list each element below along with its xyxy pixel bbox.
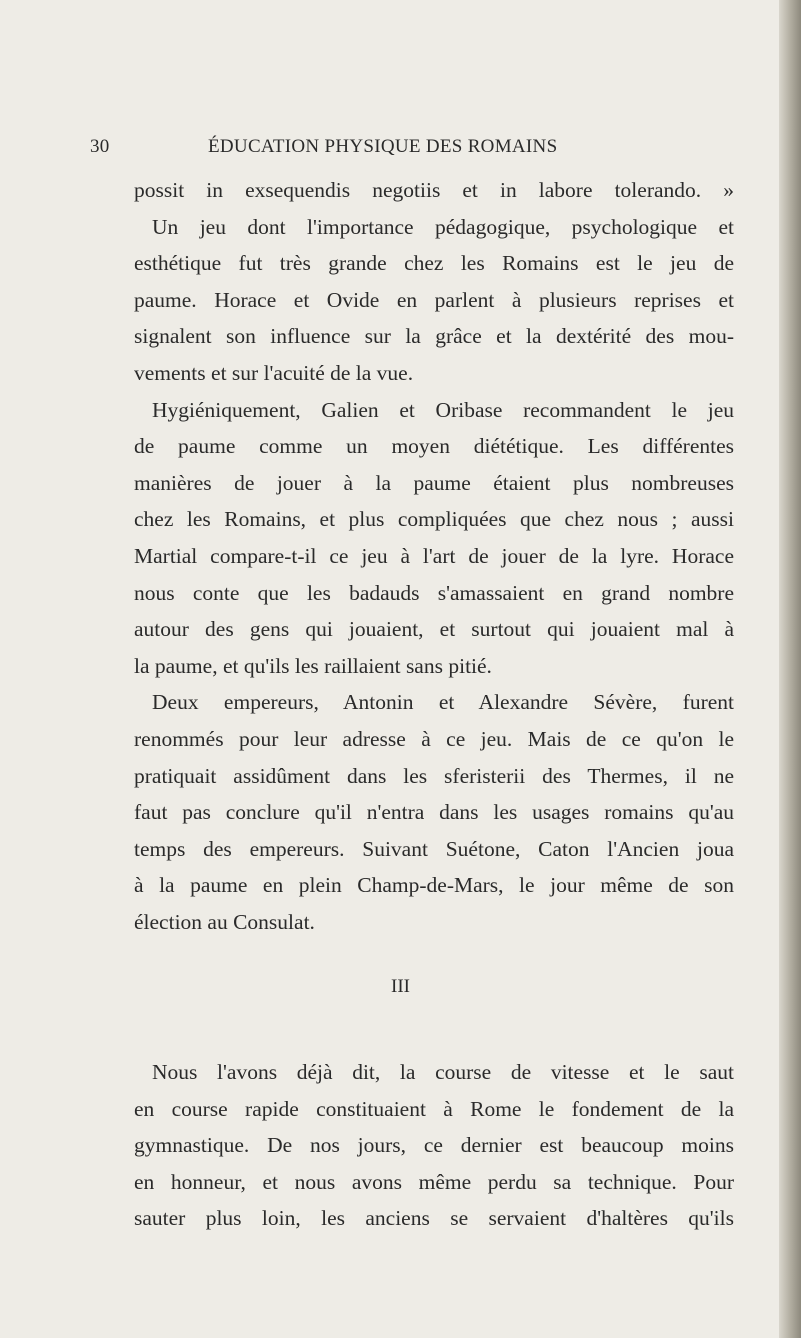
page-edge: [779, 0, 801, 1338]
text-line: vements et sur l'acuité de la vue.: [134, 360, 414, 385]
text-line: de paume comme un moyen diététique. Les différentes: [134, 434, 734, 459]
running-title: ÉDUCATION PHYSIQUE DES ROMAINS: [208, 136, 558, 157]
text-line: renommés pour leur adresse à ce jeu. Mais de ce qu'on le: [134, 726, 734, 751]
text-line: faut pas conclure qu'il n'entra dans les usages romains qu'au: [134, 800, 734, 825]
text-line: Deux empereurs, Antonin et Alexandre Sévère, furent: [152, 690, 734, 715]
text-line: esthétique fut très grande chez les Romains est le jeu de: [134, 251, 734, 276]
text-line: signalent son influence sur la grâce et la dextérité des mou-: [134, 324, 734, 349]
text-line: pratiquait assidûment dans les sferisterii des Thermes, il ne: [134, 763, 734, 788]
text-line: à la paume en plein Champ-de-Mars, le jour même de son: [134, 873, 734, 898]
text-line: en course rapide constituaient à Rome le fondement de la: [134, 1096, 734, 1121]
text-line: Martial compare-t-il ce jeu à l'art de jouer de la lyre. Horace: [134, 543, 734, 568]
text-line: sauter plus loin, les anciens se servaient d'haltères qu'ils: [134, 1206, 734, 1231]
text-line: Hygiéniquement, Galien et Oribase recommandent le jeu: [152, 397, 734, 422]
text-line: la paume, et qu'ils les raillaient sans pitié.: [134, 653, 492, 678]
text-line: manières de jouer à la paume étaient plus nombreuses: [134, 470, 734, 495]
text-line: paume. Horace et Ovide en parlent à plusieurs reprises et: [134, 287, 734, 312]
page-number: 30: [90, 136, 110, 157]
text-line: Un jeu dont l'importance pédagogique, psychologique et: [152, 214, 734, 239]
text-block-2: [134, 1054, 734, 1237]
text-block-1: [134, 172, 734, 940]
text-line: possit in exsequendis negotiis et in labore tolerando. »: [134, 178, 734, 202]
text-line: autour des gens qui jouaient, et surtout qui jouaient mal à: [134, 617, 734, 642]
section-number: III: [391, 976, 410, 997]
text-line: gymnastique. De nos jours, ce dernier est beaucoup moins: [134, 1133, 734, 1158]
text-line: chez les Romains, et plus compliquées que chez nous ; aussi: [134, 507, 734, 532]
text-line: élection au Consulat.: [134, 909, 315, 934]
text-line: nous conte que les badauds s'amassaient en grand nombre: [134, 580, 734, 605]
text-line: Nous l'avons déjà dit, la course de vitesse et le saut: [152, 1060, 734, 1084]
text-line: en honneur, et nous avons même perdu sa technique. Pour: [134, 1169, 734, 1194]
text-line: temps des empereurs. Suivant Suétone, Caton l'Ancien joua: [134, 836, 734, 861]
